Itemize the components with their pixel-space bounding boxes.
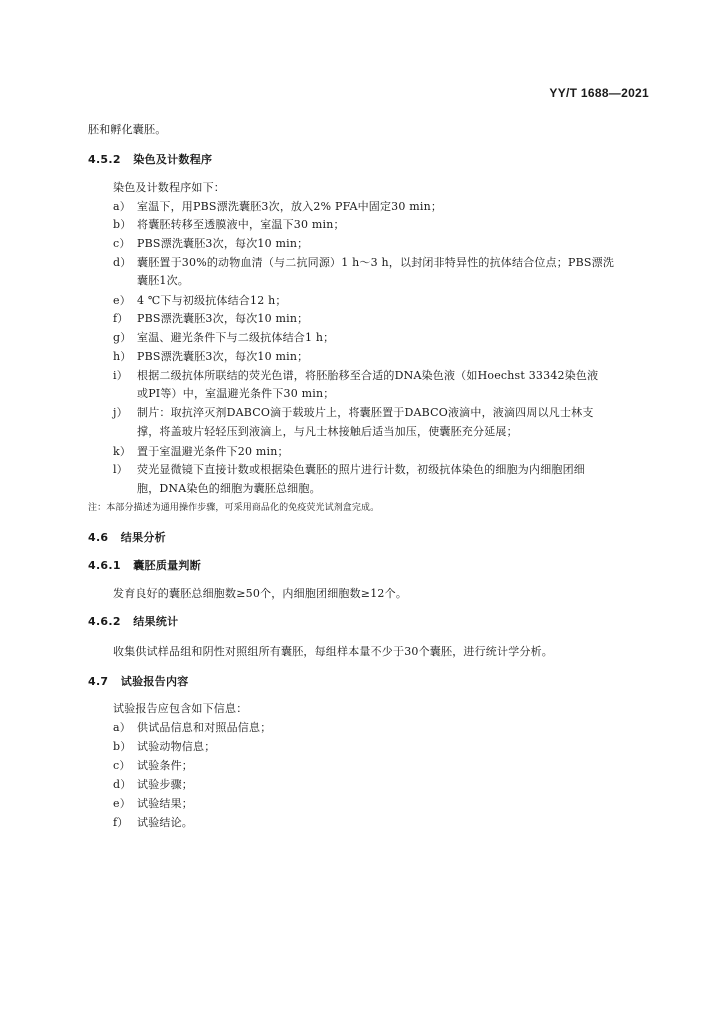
report-item: 试验步骤； — [137, 778, 193, 791]
section-title: 染色及计数程序 — [133, 153, 213, 166]
step-text: 根据二级抗体所联结的荧光色谱，将胚胎移至合适的DNA染色液（如Hoechst 33342染色液 — [137, 369, 599, 382]
staining-lead: 染色及计数程序如下： — [113, 181, 225, 194]
step-marker: c） — [113, 237, 131, 250]
standard-code-header: YY/T 1688—2021 — [549, 86, 649, 100]
report-item-marker: c） — [113, 759, 131, 772]
step-marker: l） — [113, 463, 128, 476]
section-4-7-heading — [88, 675, 189, 689]
step-marker: k） — [113, 445, 132, 458]
step-text-continued: 撑，将盖玻片轻轻压到液滴上，与凡士林接触后适当加压，使囊胚充分延展； — [137, 425, 518, 438]
section-number: 4.6.1 — [88, 559, 121, 572]
step-marker: d） — [113, 256, 132, 269]
step-text-continued: 胞，DNA染色的细胞为囊胚总细胞。 — [137, 482, 321, 495]
step-text: 室温、避光条件下与二级抗体结合1 h； — [137, 331, 335, 344]
section-4-5-2-heading — [88, 153, 212, 167]
step-marker: h） — [113, 350, 132, 363]
step-text: 置于室温避光条件下20 min； — [137, 445, 289, 458]
step-marker: b） — [113, 218, 132, 231]
step-text: 荧光显微镜下直接计数或根据染色囊胚的照片进行计数，初级抗体染色的细胞为内细胞团细 — [137, 463, 585, 476]
report-lead: 试验报告应包含如下信息： — [113, 702, 248, 715]
step-text: 制片：取抗淬灭剂DABCO滴于载玻片上，将囊胚置于DABCO液滴中，液滴四周以凡士林支 — [137, 406, 594, 419]
step-marker: a） — [113, 200, 131, 213]
report-item: 试验结论。 — [137, 816, 193, 829]
report-item-marker: a） — [113, 721, 131, 734]
section-title: 结果统计 — [133, 615, 179, 628]
step-text-continued: 囊胚1次。 — [137, 274, 189, 287]
report-item-marker: b） — [113, 740, 132, 753]
step-text: 室温下，用PBS漂洗囊胚3次，放入2% PFA中固定30 min； — [137, 200, 443, 213]
section-number: 4.7 — [88, 675, 109, 688]
step-text: PBS漂洗囊胚3次，每次10 min； — [137, 312, 309, 325]
report-item-marker: f） — [113, 816, 129, 829]
section-title: 试验报告内容 — [120, 675, 189, 688]
step-marker: i） — [113, 369, 128, 382]
section-number: 4.5.2 — [88, 153, 121, 166]
report-item-marker: e） — [113, 797, 131, 810]
step-marker: e） — [113, 294, 131, 307]
quality-criteria-text: 发育良好的囊胚总细胞数≥50个，内细胞团细胞数≥12个。 — [113, 587, 408, 600]
step-text: 4 ℃下与初级抗体结合12 h； — [137, 294, 287, 307]
report-item: 试验条件； — [137, 759, 193, 772]
step-marker: f） — [113, 312, 129, 325]
report-item: 试验结果； — [137, 797, 193, 810]
step-text-continued: 或PI等）中，室温避光条件下30 min； — [137, 387, 335, 400]
section-number: 4.6 — [88, 531, 109, 544]
section-4-6-1-heading — [88, 559, 201, 573]
section-title: 囊胚质量判断 — [133, 559, 202, 572]
report-item: 供试品信息和对照品信息； — [137, 721, 272, 734]
section-4-6-heading — [88, 531, 166, 545]
section-number: 4.6.2 — [88, 615, 121, 628]
step-text: PBS漂洗囊胚3次，每次10 min； — [137, 237, 309, 250]
section-4-6-2-heading — [88, 615, 178, 629]
statistics-text: 收集供试样品组和阴性对照组所有囊胚，每组样本量不少于30个囊胚，进行统计学分析。 — [113, 645, 553, 658]
procedure-note: 注：本部分描述为通用操作步骤，可采用商品化的免疫荧光试剂盒完成。 — [88, 503, 380, 513]
step-text: 囊胚置于30%的动物血清（与二抗同源）1 h～3 h，以封闭非特异性的抗体结合位点；PBS漂洗 — [137, 256, 615, 269]
step-marker: j） — [113, 406, 128, 419]
intro-line: 胚和孵化囊胚。 — [88, 123, 167, 136]
report-item: 试验动物信息； — [137, 740, 216, 753]
step-text: 将囊胚转移至透膜液中，室温下30 min； — [137, 218, 345, 231]
step-marker: g） — [113, 331, 132, 344]
section-title: 结果分析 — [120, 531, 166, 544]
report-item-marker: d） — [113, 778, 132, 791]
step-text: PBS漂洗囊胚3次，每次10 min； — [137, 350, 309, 363]
